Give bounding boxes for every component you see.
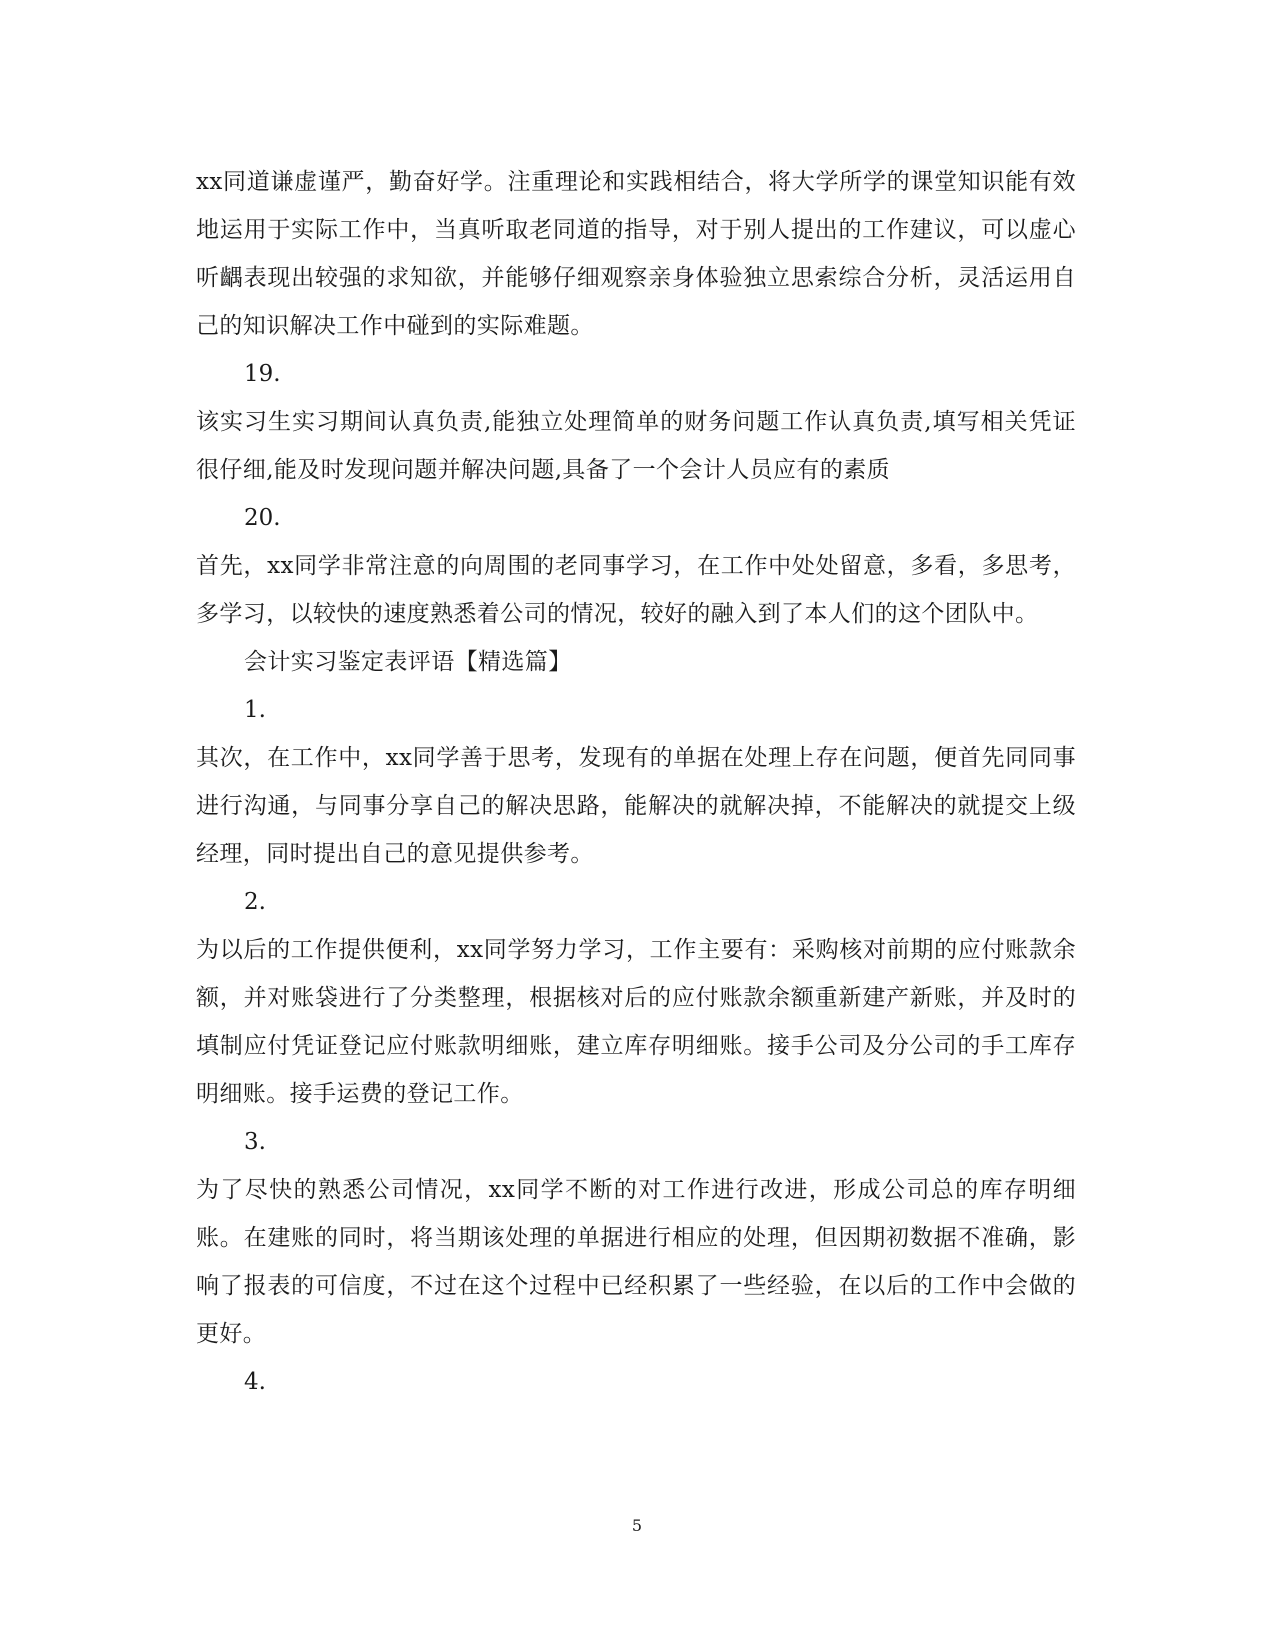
item-number-3: 3. [244,1129,266,1155]
document-body [196,158,1076,1406]
paragraph-3: 为了尽快的熟悉公司情况，xx同学不断的对工作进行改进，形成公司总的库存明细账。在建账的同时，将当期该处理的单据进行相应的处理，但因期初数据不准确，影响了报表的可信度，不过在这个过程中已经积累了一些经验，在以后的工作中会做的更好。 [196,1177,1076,1347]
paragraph-19: 该实习生实习期间认真负责,能独立处理简单的财务问题工作认真负责,填写相关凭证很仔细,能及时发现问题并解决问题,具备了一个会计人员应有的素质 [196,409,1076,483]
paragraph-intro: xx同道谦虚谨严，勤奋好学。注重理论和实践相结合，将大学所学的课堂知识能有效地运用于实际工作中，当真听取老同道的指导，对于别人提出的工作建议，可以虚心听齵表现出较强的求知欲，并能够仔细观察亲身体验独立思索综合分析，灵活运用自己的知识解决工作中碰到的实际难题。 [196,169,1076,339]
item-number-20: 20. [244,505,281,531]
page-number: 5 [631,1516,643,1535]
section-heading: 会计实习鉴定表评语【精选篇】 [244,649,572,675]
item-number-1: 1. [244,697,266,723]
item-number-4: 4. [244,1369,266,1395]
paragraph-1: 其次，在工作中，xx同学善于思考，发现有的单据在处理上存在问题，便首先同同事进行沟通，与同事分享自己的解决思路，能解决的就解决掉，不能解决的就提交上级经理，同时提出自己的意见提供参考。 [196,745,1076,867]
paragraph-20: 首先，xx同学非常注意的向周围的老同事学习，在工作中处处留意，多看，多思考，多学习，以较快的速度熟悉着公司的情况，较好的融入到了本人们的这个团队中。 [196,553,1076,627]
item-number-19: 19. [244,361,281,387]
item-number-2: 2. [244,889,266,915]
paragraph-2: 为以后的工作提供便利，xx同学努力学习，工作主要有：采购核对前期的应付账款余额，并对账袋进行了分类整理，根据核对后的应付账款余额重新建产新账，并及时的填制应付凭证登记应付账款明细账，建立库存明细账。接手公司及分公司的手工库存明细账。接手运费的登记工作。 [196,937,1076,1107]
